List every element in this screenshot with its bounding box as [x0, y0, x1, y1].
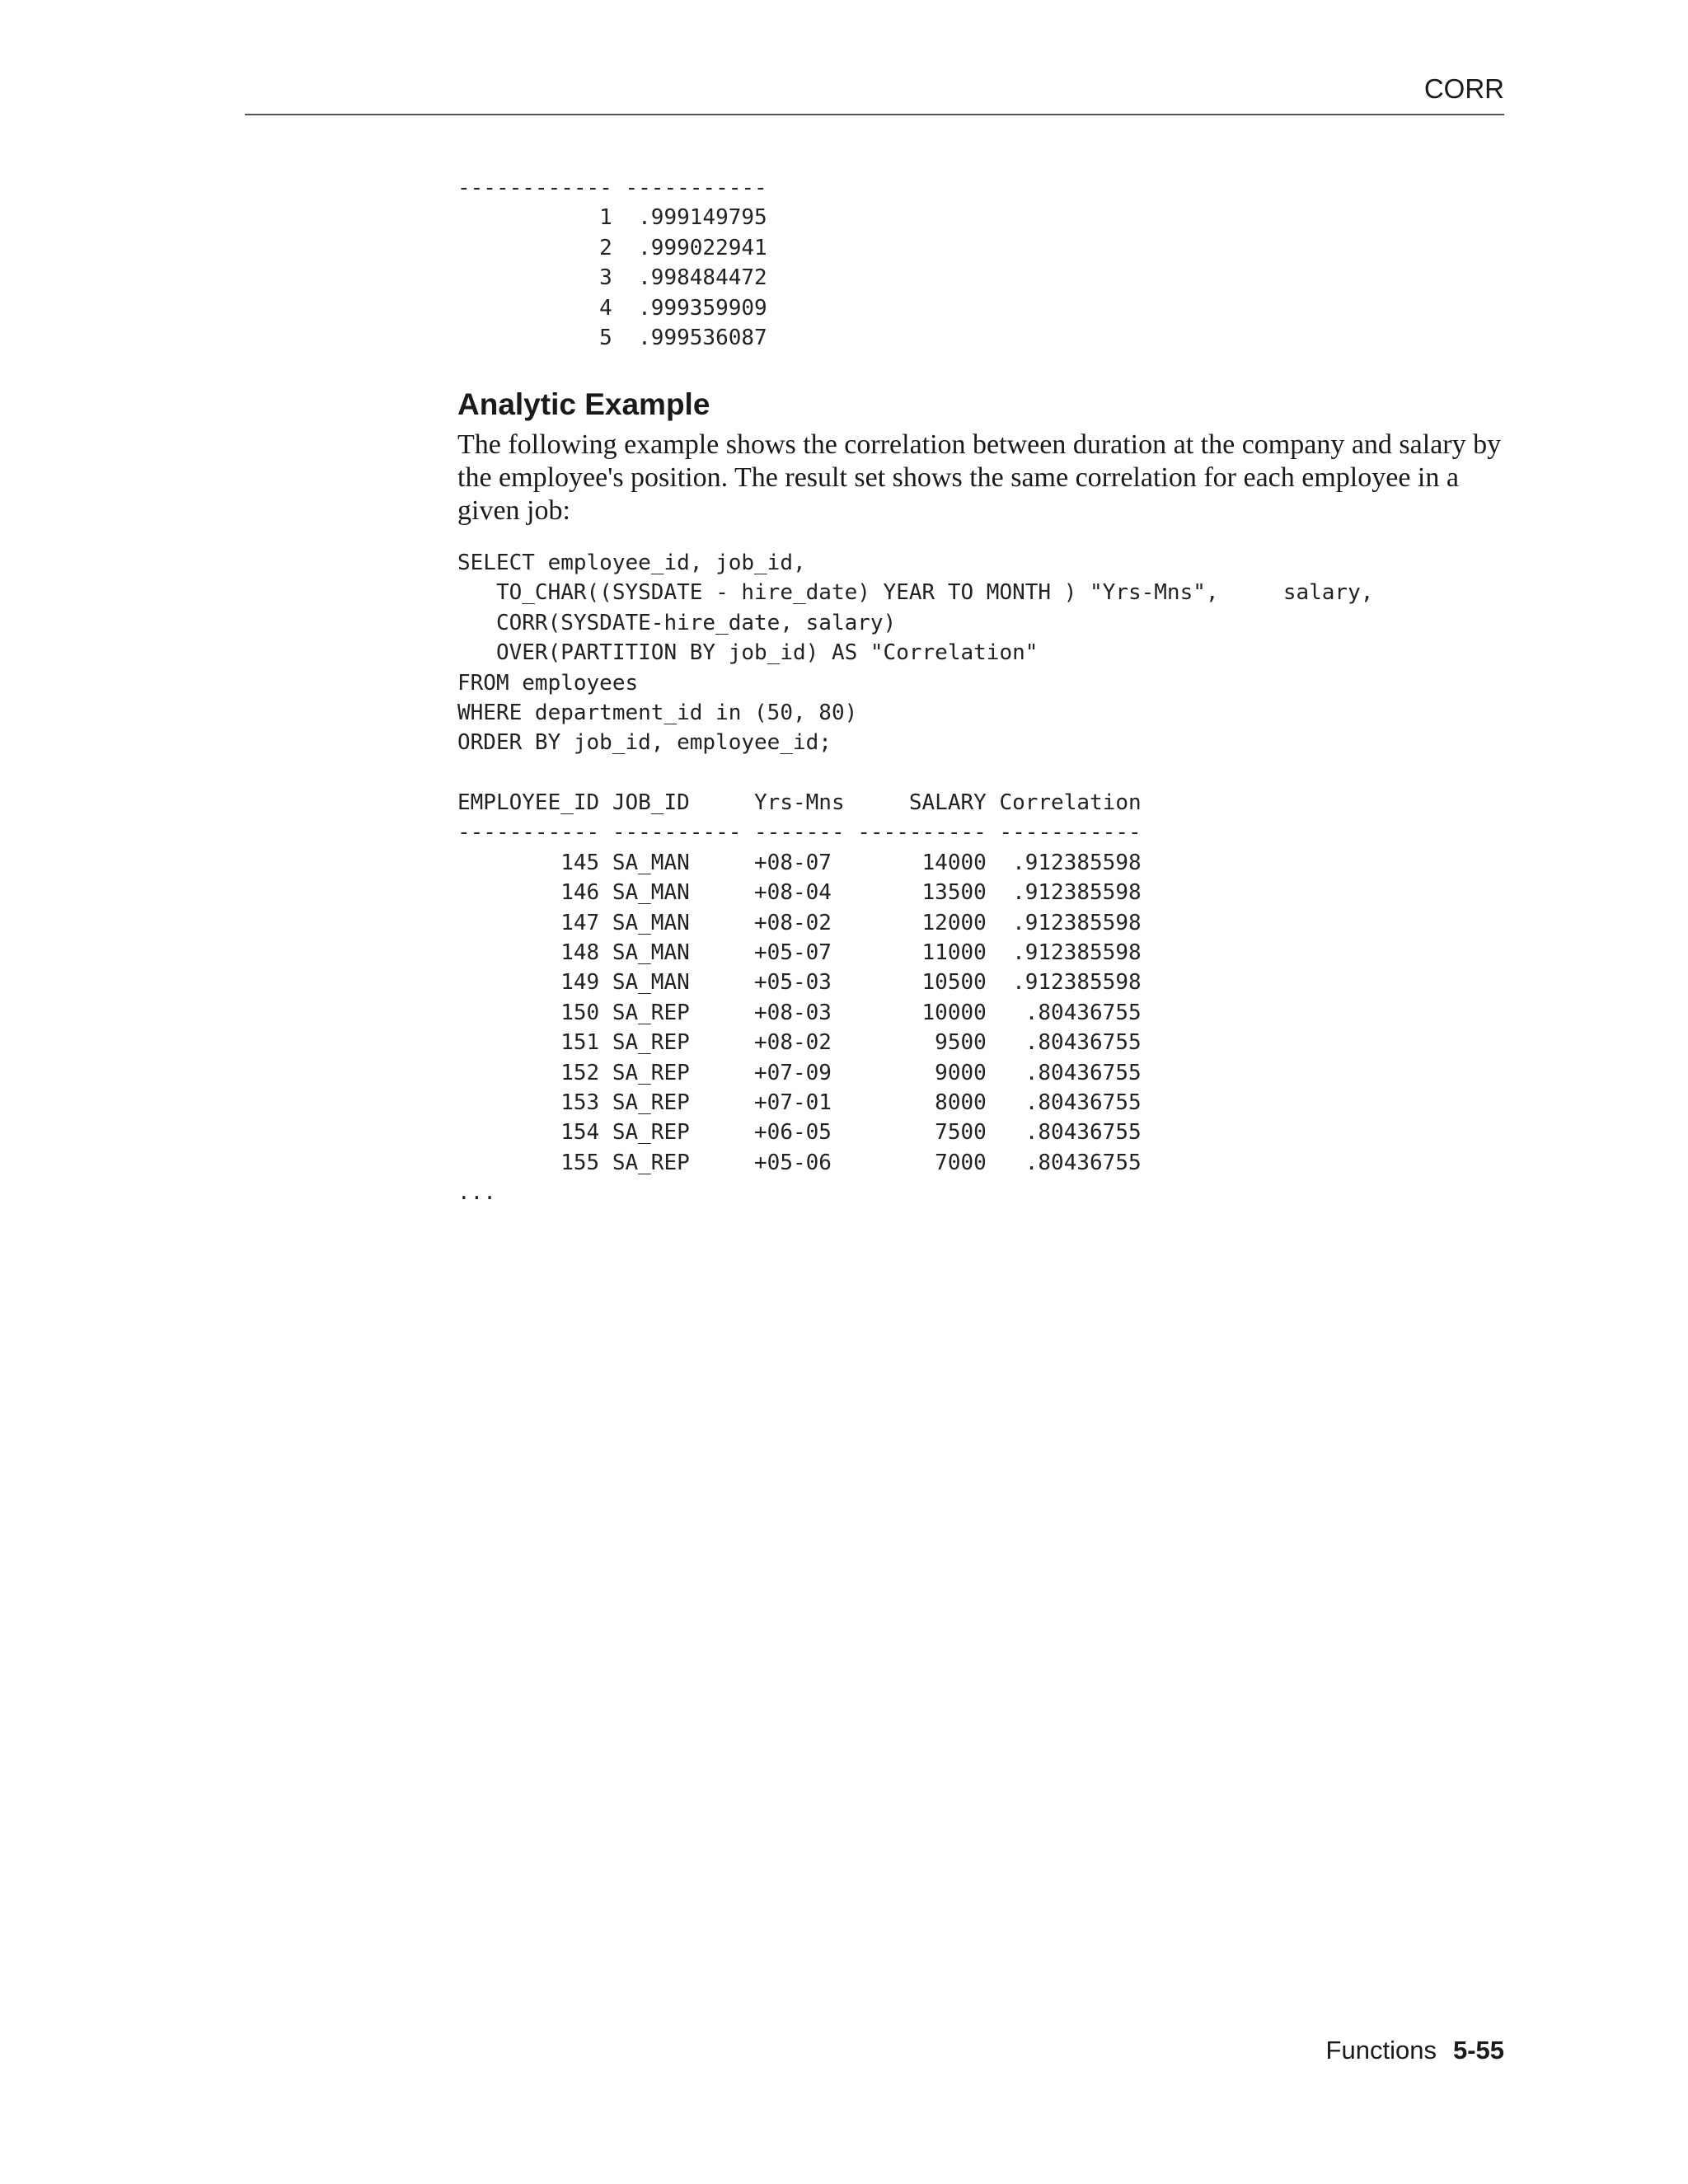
section-paragraph: The following example shows the correlation between duration at the company and salary by the employee's position. The result set shows the same correlation for each employee in a given job:: [457, 429, 1502, 526]
code-line: TO_CHAR((SYSDATE - hire_date) YEAR TO MONTH ) "Yrs-Mns", salary,: [457, 580, 1374, 606]
table-row: 149 SA_MAN +05-03 10500 .912385598: [457, 970, 1142, 996]
code-line: ORDER BY job_id, employee_id;: [457, 730, 832, 756]
code-line: WHERE department_id in (50, 80): [457, 700, 858, 725]
table-row: 147 SA_MAN +08-02 12000 .912385598: [457, 910, 1142, 935]
table-row: 146 SA_MAN +08-04 13500 .912385598: [457, 880, 1142, 906]
page-number: 5-55: [1452, 2036, 1504, 2064]
query-result-table: [457, 788, 1142, 1207]
code-line: 4 .999359909: [457, 295, 767, 321]
correlation-result-block: [457, 173, 767, 353]
code-line: 2 .999022941: [457, 235, 767, 260]
code-line: ------------ -----------: [457, 176, 767, 200]
footer-section-name: Functions: [1325, 2036, 1437, 2064]
code-line: SELECT employee_id, job_id,: [457, 551, 806, 575]
table-row: 151 SA_REP +08-02 9500 .80436755: [457, 1030, 1142, 1056]
code-line: 3 .998484472: [457, 265, 767, 291]
table-header-row: EMPLOYEE_ID JOB_ID Yrs-Mns SALARY Correlation: [457, 790, 1142, 815]
table-row: 153 SA_REP +07-01 8000 .80436755: [457, 1090, 1142, 1115]
code-line: FROM employees: [457, 670, 639, 696]
table-row: 154 SA_REP +06-05 7500 .80436755: [457, 1120, 1142, 1146]
table-row: 150 SA_REP +08-03 10000 .80436755: [457, 1000, 1142, 1025]
code-line: OVER(PARTITION BY job_id) AS "Correlation": [457, 640, 1039, 666]
section-heading: Analytic Example: [457, 387, 710, 421]
table-divider-row: ----------- ---------- ------- ---------- -----------: [457, 820, 1142, 846]
code-line: 1 .999149795: [457, 205, 767, 231]
page-footer: [245, 2034, 1504, 2067]
ellipsis-line: ...: [457, 1180, 496, 1206]
table-row: 155 SA_REP +05-06 7000 .80436755: [457, 1150, 1142, 1175]
code-line: CORR(SYSDATE-hire_date, salary): [457, 610, 897, 635]
table-row: 145 SA_MAN +08-07 14000 .912385598: [457, 850, 1142, 875]
code-line: 5 .999536087: [457, 325, 767, 350]
sql-query-block: [457, 548, 1373, 758]
table-row: 152 SA_REP +07-09 9000 .80436755: [457, 1060, 1142, 1085]
table-row: 148 SA_MAN +05-07 11000 .912385598: [457, 940, 1142, 965]
running-header: CORR: [1423, 73, 1504, 104]
header-rule: [245, 114, 1504, 115]
